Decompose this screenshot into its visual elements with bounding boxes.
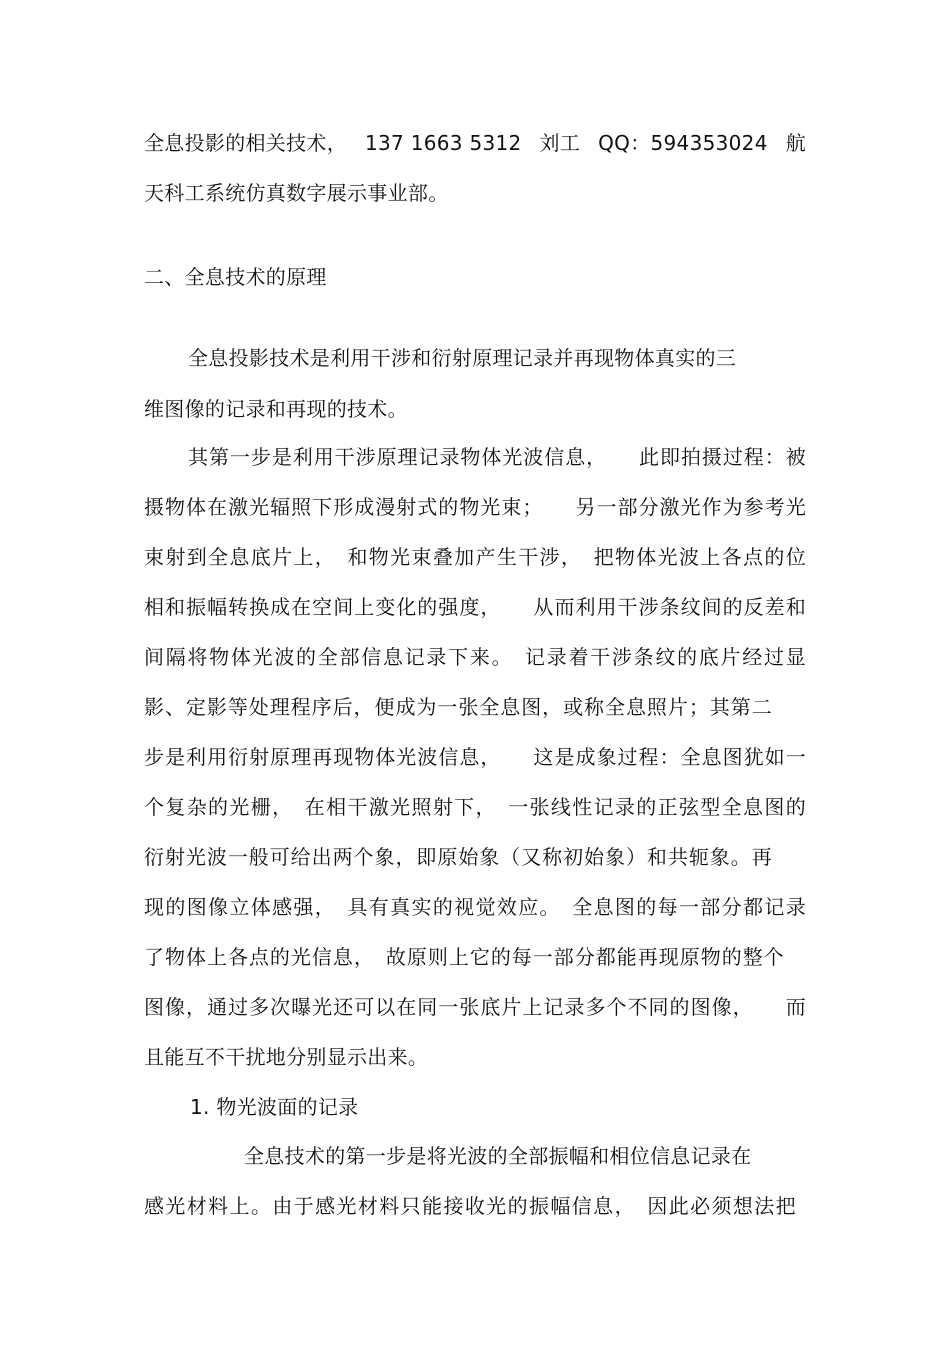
paragraph2-line: 了物体上各点的光信息， 故原则上它的每一部分都能再现原物的整个	[144, 945, 784, 969]
intro-line2: 天科工系统仿真数字展示事业部。	[144, 181, 449, 205]
paragraph2-line: 步是利用衍射原理再现物体光波信息， 这是成象过程：全息图犹如一	[144, 745, 806, 769]
intro-qq: QQ：594353024	[598, 131, 768, 155]
paragraph2-line: 现的图像立体感强， 具有真实的视觉效应。 全息图的每一部分都记录	[144, 895, 806, 919]
paragraph2-line: 摄物体在激光辐照下形成漫射式的物光束； 另一部分激光作为参考光	[144, 495, 806, 519]
intro-contact-name: 刘工	[539, 131, 581, 155]
paragraph1-line2: 维图像的记录和再现的技术。	[144, 397, 408, 421]
subheading: 1. 物光波面的记录	[190, 1095, 359, 1119]
intro-lead-text: 全息投影的相关技术，	[144, 131, 347, 155]
paragraph2-line: 束射到全息底片上， 和物光束叠加产生干涉， 把物体光波上各点的位	[144, 545, 806, 569]
paragraph2-line: 衍射光波一般可给出两个象，即原始象（又称初始象）和共轭象。再	[144, 845, 772, 869]
intro-phone: 137 1663 5312	[364, 131, 522, 155]
intro-contact-line	[144, 130, 806, 156]
intro-line1-end: 航	[785, 131, 806, 155]
paragraph1-line1: 全息投影技术是利用干涉和衍射原理记录并再现物体真实的三	[188, 346, 737, 370]
paragraph2-line: 其第一步是利用干涉原理记录物体光波信息， 此即拍摄过程：被	[188, 445, 806, 469]
paragraph2-line: 且能互不干扰地分别显示出来。	[144, 1045, 429, 1069]
paragraph3-line1: 全息技术的第一步是将光波的全部振幅和相位信息记录在	[244, 1144, 752, 1168]
paragraph2-line: 间隔将物体光波的全部信息记录下来。 记录着干涉条纹的底片经过显	[144, 645, 806, 669]
paragraph2-line: 图像，通过多次曝光还可以在同一张底片上记录多个不同的图像， 而	[144, 995, 806, 1019]
paragraph2-line: 个复杂的光栅， 在相干激光照射下， 一张线性记录的正弦型全息图的	[144, 795, 806, 819]
paragraph2-line: 影、定影等处理程序后，便成为一张全息图，或称全息照片；其第二	[144, 695, 772, 719]
paragraph2-line: 相和振幅转换成在空间上变化的强度， 从而利用干涉条纹间的反差和	[144, 595, 806, 619]
paragraph3-line2: 感光材料上。由于感光材料只能接收光的振幅信息， 因此必须想法把	[144, 1194, 796, 1218]
section-heading: 二、全息技术的原理	[144, 265, 327, 289]
